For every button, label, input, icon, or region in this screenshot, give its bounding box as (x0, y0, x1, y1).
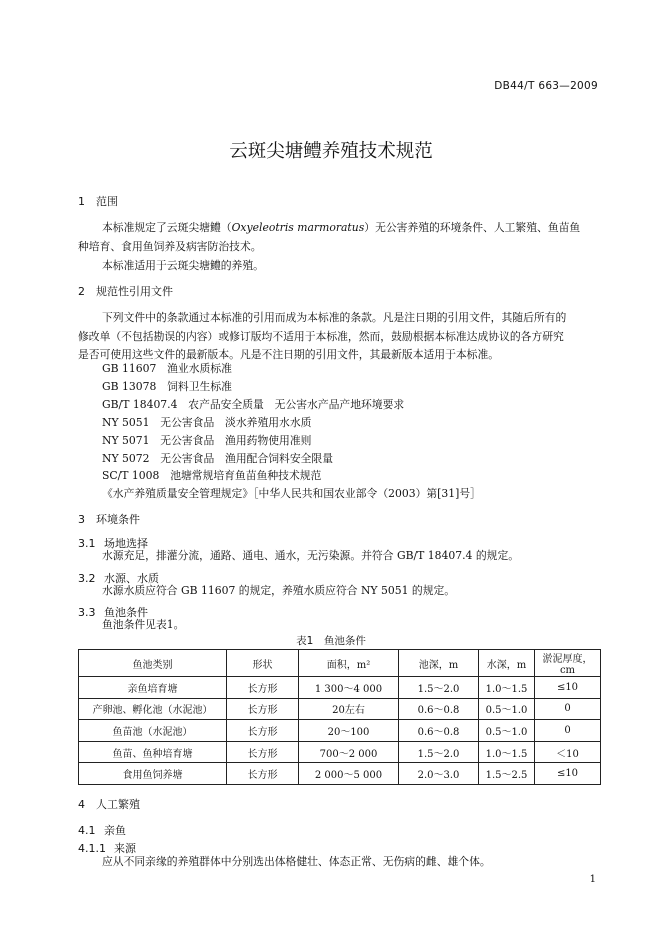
latin-name: Oxyeleotris marmoratus (231, 221, 365, 234)
table-cell: 鱼苗、鱼种培育塘 (79, 741, 227, 763)
table-cell: 0 (535, 720, 601, 742)
pond-conditions-table (78, 649, 601, 785)
table-caption: 表1 鱼池条件 (296, 635, 366, 647)
table-cell: 2.0～3.0 (399, 763, 479, 785)
table-row (79, 763, 601, 785)
subsection-title: 来源 (114, 842, 136, 855)
subsection-title: 鱼池条件 (104, 606, 148, 619)
reference-item: NY 5072 无公害食品 渔用配合饲料安全限量 (102, 452, 334, 465)
section-title: 规范性引用文件 (96, 285, 173, 298)
table-cell: 1.5～2.0 (399, 677, 479, 699)
section-2-heading (78, 283, 173, 299)
table-cell: 20左右 (299, 698, 399, 720)
table-cell: 0 (535, 698, 601, 720)
subsection-4-1-heading (78, 822, 126, 838)
reference-item: SC/T 1008 池塘常规培育鱼苗鱼种技术规范 (102, 469, 322, 482)
page-number: 1 (589, 874, 596, 885)
table-row (79, 698, 601, 720)
scope-paragraph-line-1 (102, 218, 580, 237)
table-cell: 700～2 000 (299, 741, 399, 763)
table-cell: 0.6～0.8 (399, 720, 479, 742)
table-cell: 1.5～2.5 (479, 763, 535, 785)
table-cell: ＜10 (535, 741, 601, 763)
section-1-heading (78, 193, 118, 209)
reference-item: NY 5051 无公害食品 淡水养殖用水水质 (102, 416, 312, 429)
section-3-heading (78, 511, 140, 527)
table-cell: 1.5～2.0 (399, 741, 479, 763)
scope-paragraph-line-2: 种培育、食用鱼饲养及病害防治技术。 (78, 240, 262, 253)
table-cell: ≤10 (535, 763, 601, 785)
subsection-number: 3.1 (78, 537, 96, 550)
table-cell: 1.0～1.5 (479, 677, 535, 699)
table-cell: 0.5～1.0 (479, 698, 535, 720)
pond-conditions-text: 鱼池条件见表1。 (102, 618, 185, 631)
table-cell: 20～100 (299, 720, 399, 742)
header-cell: 淤泥厚度，cm (535, 650, 601, 677)
reference-item: 《水产养殖质量安全管理规定》［中华人民共和国农业部令（2003）第[31]号］ (102, 487, 481, 500)
table-cell: 1.0～1.5 (479, 741, 535, 763)
table-cell: 长方形 (227, 763, 299, 785)
site-selection-text: 水源充足，排灌分流，通路、通电、通水，无污染源。并符合 GB/T 18407.4 的规定。 (102, 549, 520, 562)
subsection-number: 4.1 (78, 824, 96, 837)
table-cell: 0.5～1.0 (479, 720, 535, 742)
section-title: 人工繁殖 (96, 798, 140, 811)
table-cell: 2 000～5 000 (299, 763, 399, 785)
table-cell: 长方形 (227, 677, 299, 699)
broodstock-source-text: 应从不同亲缘的养殖群体中分别选出体格健壮、体态正常、无伤病的雌、雄个体。 (102, 855, 491, 868)
text-span: ）无公害养殖的环境条件、人工繁殖、鱼苗鱼 (364, 221, 581, 234)
section-number: 4 (78, 798, 85, 811)
section-title: 环境条件 (96, 513, 140, 526)
table-cell: 亲鱼培育塘 (79, 677, 227, 699)
section-4-heading (78, 796, 140, 812)
section-number: 1 (78, 195, 85, 208)
table-cell: 食用鱼饲养塘 (79, 763, 227, 785)
document-title: 云斑尖塘鳢养殖技术规范 (229, 141, 433, 162)
table-cell: 长方形 (227, 720, 299, 742)
reference-item: NY 5071 无公害食品 渔用药物使用准则 (102, 434, 312, 447)
normative-intro-line-2: 修改单（不包括勘误的内容）或修订版均不适用于本标准，然而，鼓励根据本标准达成协议的各方研究 (78, 330, 564, 343)
normative-intro-line-1: 下列文件中的条款通过本标准的引用而成为本标准的条款。凡是注日期的引用文件，其随后所有的 (102, 311, 567, 324)
table-cell: 1 300～4 000 (299, 677, 399, 699)
table-header-row (79, 650, 601, 677)
section-number: 3 (78, 513, 85, 526)
reference-item: GB/T 18407.4 农产品安全质量 无公害水产品产地环境要求 (102, 398, 405, 411)
section-title: 范围 (96, 195, 118, 208)
text-span: 本标准规定了云斑尖塘鳢（ (102, 221, 232, 234)
table-cell: 长方形 (227, 698, 299, 720)
normative-intro-line-3: 是否可使用这些文件的最新版本。凡是不注日期的引用文件，其最新版本适用于本标准。 (78, 348, 500, 361)
scope-paragraph-2: 本标准适用于云斑尖塘鳢的养殖。 (102, 259, 264, 272)
table-cell: 产卵池、孵化池（水泥池） (79, 698, 227, 720)
water-quality-text: 水源水质应符合 GB 11607 的规定，养殖水质应符合 NY 5051 的规定。 (102, 584, 456, 597)
section-number: 2 (78, 285, 85, 298)
header-cell: 鱼池类别 (79, 650, 227, 677)
table-row (79, 677, 601, 699)
table-cell: 鱼苗池（水泥池） (79, 720, 227, 742)
subsection-title: 场地选择 (104, 537, 148, 550)
subsection-number: 3.3 (78, 606, 96, 619)
table-cell: 0.6～0.8 (399, 698, 479, 720)
subsection-title: 水源、水质 (104, 572, 159, 585)
table-cell: ≤10 (535, 677, 601, 699)
subsection-number: 4.1.1 (78, 842, 106, 855)
table-row (79, 741, 601, 763)
subsection-number: 3.2 (78, 572, 96, 585)
reference-item: GB 11607 渔业水质标准 (102, 362, 232, 375)
header-cell: 水深，m (479, 650, 535, 677)
header-cell: 池深，m (399, 650, 479, 677)
table-cell: 长方形 (227, 741, 299, 763)
table-row (79, 720, 601, 742)
header-cell: 形状 (227, 650, 299, 677)
header-cell: 面积，m² (299, 650, 399, 677)
document-number: DB44/T 663—2009 (494, 80, 598, 92)
subsection-title: 亲鱼 (104, 824, 126, 837)
reference-item: GB 13078 饲料卫生标准 (102, 380, 232, 393)
